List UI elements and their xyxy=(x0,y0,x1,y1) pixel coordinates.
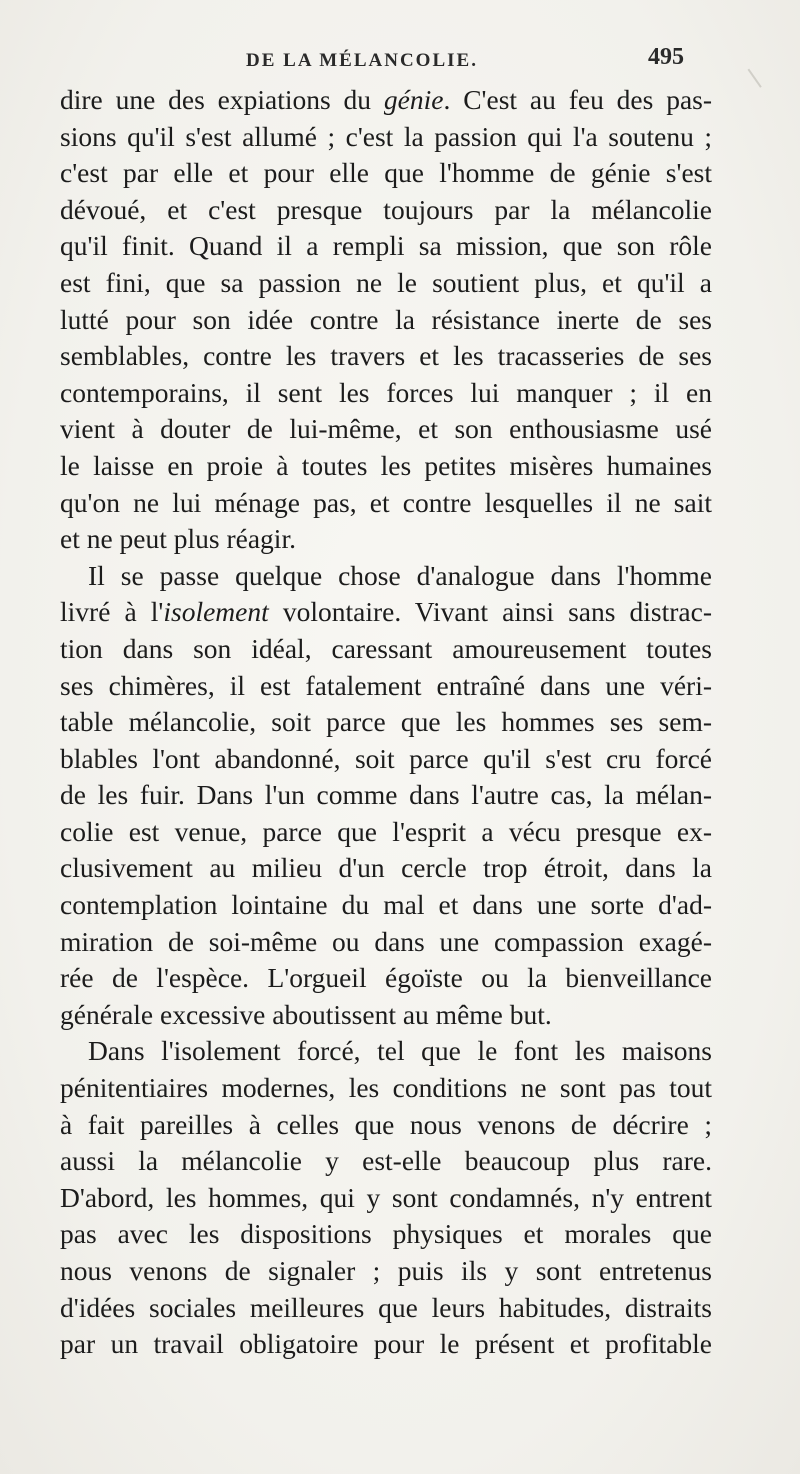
text-line: Il se passe quelque chose d'analogue dans l'homme xyxy=(88,559,712,591)
text-line: Dans l'isolement forcé, tel que le font les maisons xyxy=(88,1035,712,1067)
text-line: et ne peut plus réagir. xyxy=(60,523,296,555)
text-line: pénitentiaires modernes, les conditions ne sont pas tout xyxy=(60,1072,712,1104)
running-head: DE LA MÉLANCOLIE. xyxy=(246,50,478,71)
text-line: colie est venue, parce que l'esprit a vécu presque ex- xyxy=(60,815,712,847)
text-line: est fini, que sa passion ne le soutient plus, et qu'il a xyxy=(60,266,712,298)
text-line: livré à l'isolement volontaire. Vivant ainsi sans distrac- xyxy=(60,596,712,628)
text-line: rée de l'espèce. L'orgueil égoïste ou la bienveillance xyxy=(60,962,712,994)
text-line: sions qu'il s'est allumé ; c'est la passion qui l'a soutenu ; xyxy=(60,120,712,152)
text-line: c'est par elle et pour elle que l'homme de génie s'est xyxy=(60,157,712,189)
text-line: clusivement au milieu d'un cercle trop étroit, dans la xyxy=(60,852,712,884)
text-line: lutté pour son idée contre la résistance inerte de ses xyxy=(60,303,712,335)
text-line: qu'on ne lui ménage pas, et contre lesquelles il ne sait xyxy=(60,486,712,518)
text-line: générale excessive aboutissent au même but. xyxy=(60,998,552,1030)
text-line: table mélancolie, soit parce que les hommes ses sem- xyxy=(60,706,712,738)
text-line: le laisse en proie à toutes les petites misères humaines xyxy=(60,449,712,481)
text-line: tion dans son idéal, caressant amoureusement toutes xyxy=(60,632,712,664)
text-line: d'idées sociales meilleures que leurs habitudes, distraits xyxy=(60,1291,712,1323)
text-line: à fait pareilles à celles que nous venons de décrire ; xyxy=(60,1108,712,1140)
text-line: nous venons de signaler ; puis ils y sont entretenus xyxy=(60,1255,712,1286)
text-line: miration de soi-même ou dans une compassion exagé- xyxy=(60,925,712,957)
text-line: ses chimères, il est fatalement entraîné dans une véri- xyxy=(60,669,712,701)
text-line: dévoué, et c'est presque toujours par la mélancolie xyxy=(60,193,712,225)
page-number: 495 xyxy=(648,44,684,70)
text-line: D'abord, les hommes, qui y sont condamnés, n'y entrent xyxy=(60,1181,712,1213)
text-line: par un travail obligatoire pour le présent et profitable xyxy=(60,1328,712,1360)
text-line: dire une des expiations du génie. C'est au feu des pas- xyxy=(60,84,713,115)
paper-mark xyxy=(747,58,776,87)
text-line: aussi la mélancolie y est-elle beaucoup plus rare. xyxy=(60,1145,712,1177)
text-line: blables l'ont abandonné, soit parce qu'il s'est cru forcé xyxy=(60,742,712,774)
text-line: semblables, contre les travers et les tracasseries de ses xyxy=(60,340,712,372)
text-line: contemplation lointaine du mal et dans une sorte d'ad- xyxy=(60,889,712,921)
text-line: contemporains, il sent les forces lui manquer ; il en xyxy=(60,376,712,408)
text-line: qu'il finit. Quand il a rempli sa mission, que son rôle xyxy=(60,230,712,262)
text-line: de les fuir. Dans l'un comme dans l'autre cas, la mélan- xyxy=(60,779,712,811)
text-line: vient à douter de lui-même, et son enthousiasme usé xyxy=(60,413,712,445)
text-line: pas avec les dispositions physiques et morales que xyxy=(60,1218,712,1250)
body-text xyxy=(60,82,712,1363)
